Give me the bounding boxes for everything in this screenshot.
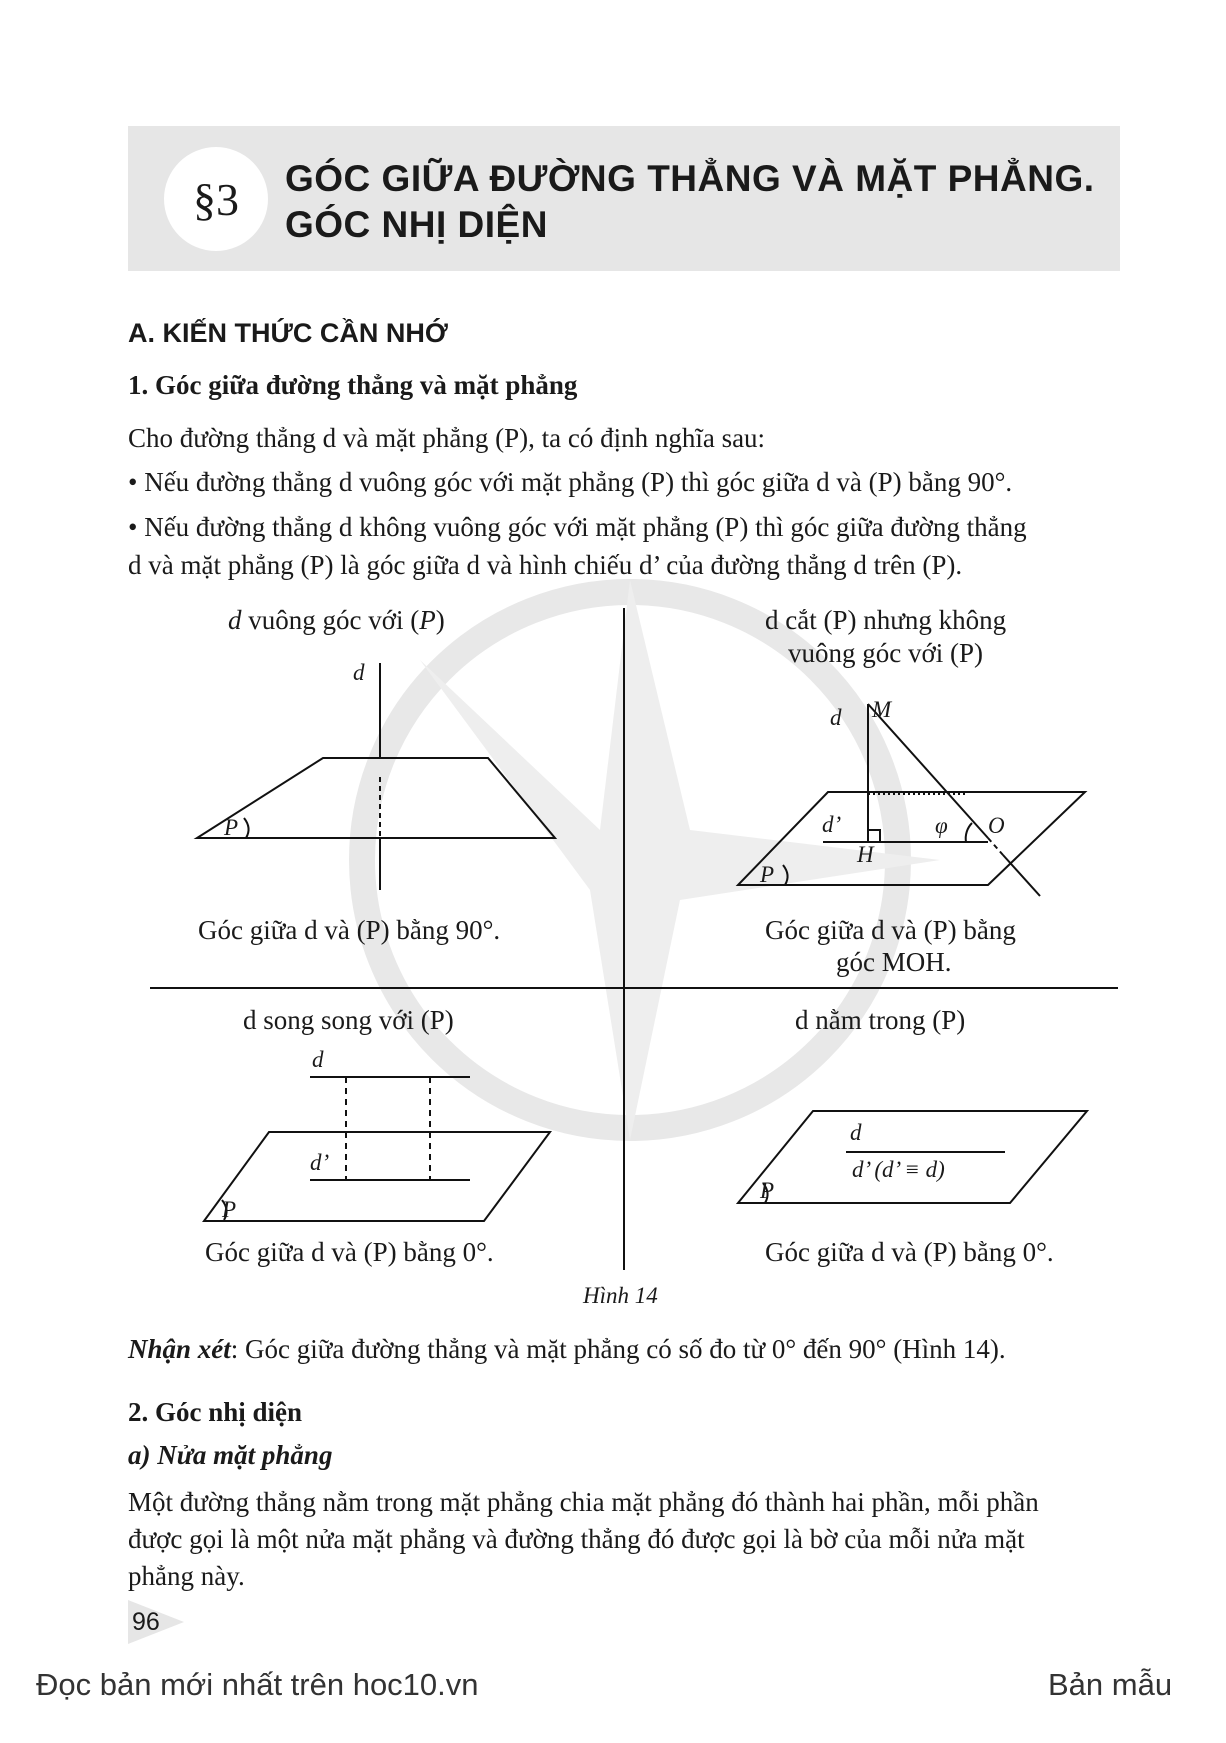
q2-caption-line1: Góc giữa d và (P) bằng xyxy=(765,915,1016,945)
part2-para-line2: được gọi là một nửa mặt phẳng và đường thẳng đó được gọi là bờ của mỗi nửa mặt xyxy=(128,1524,1025,1554)
section-badge: §3 xyxy=(164,147,268,251)
plane-p-q2 xyxy=(738,792,1085,885)
q3-label-p: P xyxy=(222,1197,237,1222)
q2-label-d: d xyxy=(830,705,842,730)
q4-label-d: d xyxy=(850,1120,862,1145)
q2-caption-line2: góc MOH. xyxy=(836,947,952,977)
bullet-2-line2: d và mặt phẳng (P) là góc giữa d và hình chiếu d’ của đường thẳng d trên (P). xyxy=(128,550,963,580)
q2-label-p: P xyxy=(760,862,775,887)
q2-label-o: O xyxy=(988,813,1005,838)
part2-heading: 2. Góc nhị diện xyxy=(128,1397,303,1427)
footer-link[interactable]: Đọc bản mới nhất trên hoc10.vn xyxy=(36,1667,479,1702)
q1-caption: Góc giữa d và (P) bằng 90°. xyxy=(198,915,501,945)
remark: Nhận xét: Góc giữa đường thẳng và mặt phẳng có số đo từ 0° đến 90° (Hình 14). xyxy=(128,1334,1006,1364)
section-a-heading: A. KIẾN THỨC CẦN NHỚ xyxy=(128,318,448,348)
q4-label-p: P xyxy=(760,1178,775,1203)
q2-title-line2: vuông góc với (P) xyxy=(788,638,984,668)
q2-title-line1: d cắt (P) nhưng không xyxy=(765,605,1007,635)
plane-p-q1 xyxy=(197,758,555,838)
q3-caption: Góc giữa d và (P) bằng 0°. xyxy=(205,1237,494,1267)
plane-p-q3 xyxy=(204,1132,550,1221)
page-number: 96 xyxy=(132,1608,160,1636)
footer-sample-label: Bản mẫu xyxy=(1048,1667,1173,1702)
part2-para-line1: Một đường thẳng nằm trong mặt phẳng chia mặt phẳng đó thành hai phần, mỗi phần xyxy=(128,1487,1039,1517)
line-d-q2 xyxy=(868,704,988,838)
q4-caption: Góc giữa d và (P) bằng 0°. xyxy=(765,1237,1054,1267)
q4-label-dprime: d’ (d’ ≡ d) xyxy=(852,1157,945,1182)
part1-heading: 1. Góc giữa đường thẳng và mặt phẳng xyxy=(128,370,578,400)
part2-para-line3: phẳng này. xyxy=(128,1561,245,1591)
q3-title: d song song với (P) xyxy=(243,1005,454,1035)
bullet-2-line1: • Nếu đường thẳng d không vuông góc với mặt phẳng (P) thì góc giữa đường thẳng xyxy=(128,512,1027,542)
q3-label-dprime: d’ xyxy=(310,1150,330,1175)
part2-sub-a: a) Nửa mặt phẳng xyxy=(128,1440,333,1470)
q2-label-phi: φ xyxy=(935,813,948,838)
q2-label-h: H xyxy=(857,842,874,867)
bullet-1: • Nếu đường thẳng d vuông góc với mặt phẳng (P) thì góc giữa d và (P) bằng 90°. xyxy=(128,467,1013,497)
q1-title: d vuông góc với (P) xyxy=(228,605,445,635)
q2-label-dprime: d’ xyxy=(822,812,842,837)
figure-caption: Hình 14 xyxy=(583,1283,658,1308)
q1-label-p: P xyxy=(224,815,239,840)
part1-intro: Cho đường thẳng d và mặt phẳng (P), ta có định nghĩa sau: xyxy=(128,423,766,453)
q3-label-d: d xyxy=(312,1047,324,1072)
section-title: GÓC GIỮA ĐƯỜNG THẲNG VÀ MẶT PHẲNG. GÓC NHỊ DIỆN xyxy=(285,158,1095,245)
q1-label-d: d xyxy=(353,660,365,685)
q2-label-m: M xyxy=(872,697,892,722)
q4-title: d nằm trong (P) xyxy=(795,1005,966,1035)
